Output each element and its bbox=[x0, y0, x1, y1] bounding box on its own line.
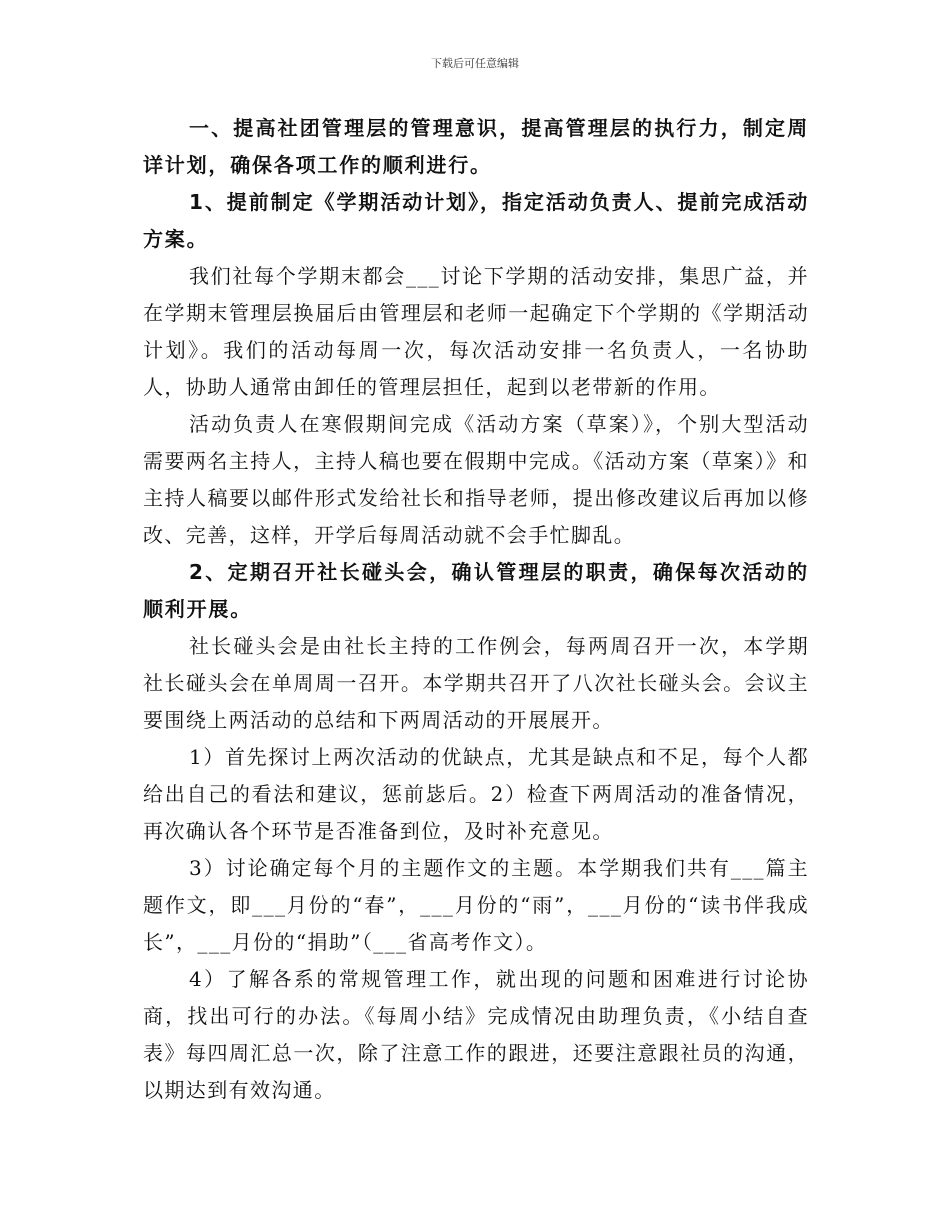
body-paragraph: 社长碰头会是由社长主持的工作例会，每两周召开一次，本学期社长碰头会在单周周一召开。本学期共召开了八次社长碰头会。会议主要围绕上两活动的总结和下两周活动的开展展开。 bbox=[143, 634, 809, 732]
body-paragraph: 4）了解各系的常规管理工作，就出现的问题和困难进行讨论协商，找出可行的办法。《每周小结》完成情况由助理负责，《小结自查表》每四周汇总一次，除了注意工作的跟进，还要注意跟社员的沟通，以期达到有效沟通。 bbox=[143, 967, 809, 1102]
section-heading-1: 一、提高社团管理层的管理意识，提高管理层的执行力，制定周详计划，确保各项工作的顺利进行。 bbox=[143, 116, 809, 177]
subsection-heading-2: 2、定期召开社长碰头会，确认管理层的职责，确保每次活动的顺利开展。 bbox=[143, 560, 809, 621]
body-paragraph: 活动负责人在寒假期间完成《活动方案（草案）》，个别大型活动需要两名主持人，主持人稿也要在假期中完成。《活动方案（草案）》和主持人稿要以邮件形式发给社长和指导老师，提出修改建议后再加以修改、完善，这样，开学后每周活动就不会手忙脚乱。 bbox=[143, 412, 809, 547]
body-paragraph: 3）讨论确定每个月的主题作文的主题。本学期我们共有___篇主题作文，即___月份的“春”，___月份的“雨”，___月份的“读书伴我成长”，___月份的“捐助”（___省高考作文）。 bbox=[143, 856, 809, 954]
page-header-note: 下载后可任意编辑 bbox=[431, 57, 519, 70]
body-paragraph: 我们社每个学期末都会___讨论下学期的活动安排，集思广益，并在学期末管理层换届后由管理层和老师一起确定下个学期的《学期活动计划》。我们的活动每周一次，每次活动安排一名负责人，一名协助人，协助人通常由卸任的管理层担任，起到以老带新的作用。 bbox=[143, 264, 809, 399]
document-body bbox=[143, 110, 809, 1109]
subsection-heading-1: 1、提前制定《学期活动计划》，指定活动负责人、提前完成活动方案。 bbox=[143, 190, 809, 251]
body-paragraph: 1）首先探讨上两次活动的优缺点，尤其是缺点和不足，每个人都给出自己的看法和建议，惩前毖后。2）检查下两周活动的准备情况，再次确认各个环节是否准备到位，及时补充意见。 bbox=[143, 745, 809, 843]
